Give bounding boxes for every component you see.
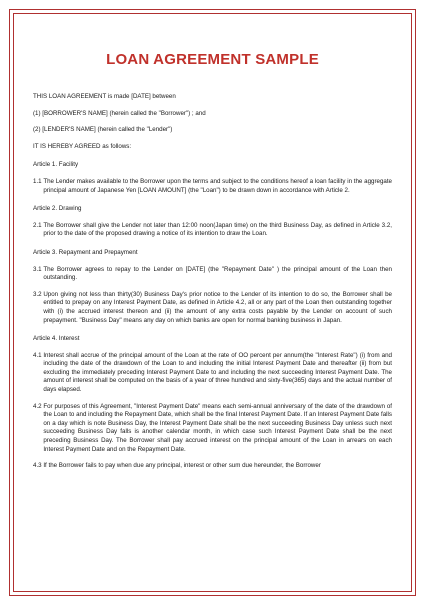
- clause-4-1: [33, 352, 392, 395]
- clause-text: If the Borrower fails to pay when due any principal, interest or other sum due hereunder, the Borrower: [43, 462, 321, 470]
- clause-text: The Borrower agrees to repay to the Lender on [DATE] (the "Repayment Date" ) the principal amount of the Loan then outstanding.: [43, 265, 392, 282]
- party-borrower: (1) [BORROWER'S NAME] (herein called the "Borrower") ; and: [33, 109, 206, 117]
- clause-number: 3.1: [33, 265, 44, 273]
- clause-number: 4.3: [33, 462, 44, 470]
- clause-number: 2.1: [33, 221, 44, 229]
- clause-text: The Borrower shall give the Lender not later than 12:00 noon(Japan time) on the third Business Day, as defined in Article 3.2, prior to the date of the proposed drawing a notice of its intention to draw the Loan.: [43, 221, 392, 238]
- clause-4-3: [33, 462, 392, 471]
- article-heading: Article 4. Interest: [33, 335, 80, 343]
- clause-3-2: [33, 291, 392, 325]
- article-heading: Article 1. Facility: [33, 161, 79, 169]
- clause-number: 1.1: [33, 177, 44, 185]
- clause-number: 3.2: [33, 290, 44, 298]
- clause-text: The Lender makes available to the Borrower upon the terms and subject to the conditions hereof a loan facility in the aggregate principal amount of Japanese Yen [LOAN AMOUNT] (the "Loan") to be drawn down in accordance with Article 2.: [43, 177, 392, 194]
- clause-2-1: [33, 222, 392, 239]
- article-heading: Article 3. Repayment and Prepayment: [33, 248, 138, 256]
- intro-paragraph: THIS LOAN AGREEMENT is made [DATE] between: [33, 93, 176, 100]
- clause-3-1: [33, 266, 392, 283]
- agreed-paragraph: IT IS HEREBY AGREED as follows:: [33, 142, 132, 150]
- clause-1-1: [33, 178, 392, 195]
- document-title: LOAN AGREEMENT SAMPLE: [106, 51, 319, 68]
- clause-number: 4.2: [33, 402, 44, 410]
- clause-text: Upon giving not less than thirty(30) Business Day's prior notice to the Lender of its intention to do so, the Borrower shall be entitled to prepay on any Interest Payment Date, as defined in Article 4.2, all or any part of the Loan then outstanding together with (i) the accrued interest thereon and (ii) the amount of any extra costs payable by the Lender on account of such prepayment. "Business Day" means any day on which banks are open for normal banking business in Japan.: [43, 290, 392, 324]
- clause-4-2: [33, 403, 392, 455]
- article-heading: Article 2. Drawing: [33, 205, 82, 213]
- clause-text: Interest shall accrue of the principal amount of the Loan at the rate of OO percent per annum(the "Interest Rate") (i) from and including the date of the drawdown of the Loan to and including the initial Interest Payment Date and thereafter (ii) from but excluding the immediately preceding Interest Payment Date to and including the next succeeding Interest Payment Date. The amount of interest shall be computed on the basis of a year of three hundred and sixty-five(365) days and the actual number of days elapsed.: [43, 351, 392, 394]
- clause-number: 4.1: [33, 351, 44, 359]
- document-body: [33, 93, 392, 471]
- clause-text: For purposes of this Agreement, "Interest Payment Date" means each semi-annual anniversary of the date of the drawdown of the Loan to and including the Repayment Date, which shall be the final Interest Payment Date. If an Interest Payment Date falls on a day which is note Business Day, the Interest Payment Date shall be the next succeeding Business Day unless such next succeeding Business Day falls is another calendar month, in which case such Interest Payment Date shall be the next preceding Business Day. The Borrower shall pay accrued interest on the principal amount of the Loan in arrears on each Interest Payment Date and on the Repayment Date.: [43, 402, 392, 453]
- party-lender: (2) [LENDER'S NAME] (herein called the "Lender"): [33, 126, 173, 134]
